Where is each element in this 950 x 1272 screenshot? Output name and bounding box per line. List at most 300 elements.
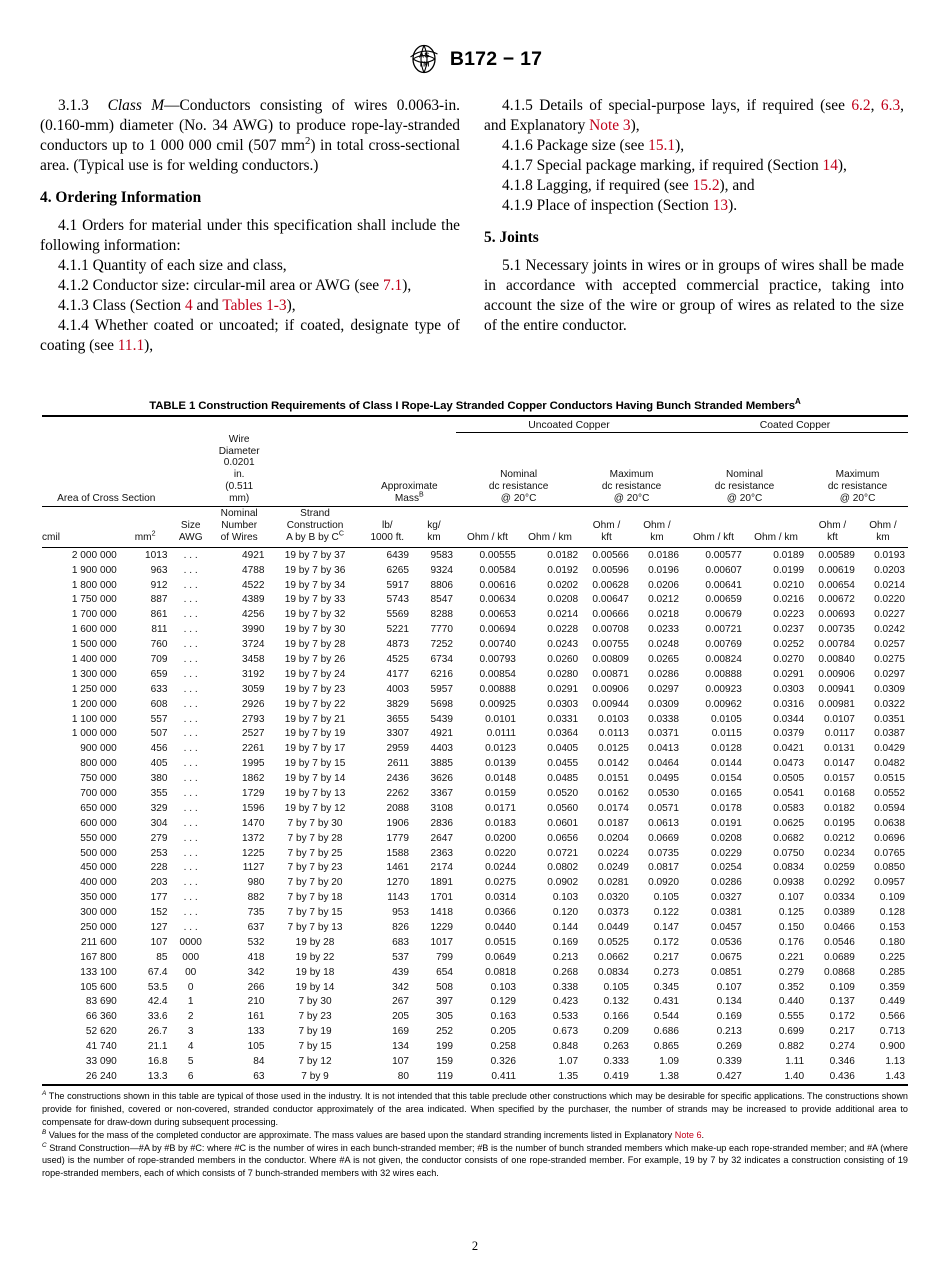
cell-size_awg: . . . bbox=[183, 624, 198, 636]
cell-unc_nom_kft: 0.0101 bbox=[485, 713, 516, 725]
cell-unc_max_km: 0.0218 bbox=[648, 609, 679, 621]
header-coat-max-line-2: @ 20°C bbox=[839, 493, 876, 505]
xref-15-2[interactable]: 15.2 bbox=[692, 177, 720, 195]
cell-strand_construction: 19 by 7 by 13 bbox=[284, 787, 346, 799]
cell-coat_nom_kft: 0.0208 bbox=[711, 832, 742, 844]
header-coat-nom-line-2: @ 20°C bbox=[726, 493, 763, 505]
cell-mm2: 507 bbox=[150, 728, 168, 740]
superscript-2: 2 bbox=[304, 134, 311, 147]
table-row bbox=[42, 682, 908, 697]
table-row bbox=[42, 712, 908, 727]
cell-coat_max_km: 0.225 bbox=[879, 951, 905, 963]
cell-kg_per_km: 6734 bbox=[430, 653, 453, 665]
table-1-title bbox=[42, 397, 908, 413]
header-size-awg bbox=[170, 507, 210, 548]
header-strand-line-1: Construction bbox=[286, 520, 344, 532]
cell-kg_per_km: 8288 bbox=[430, 609, 453, 621]
cell-kg_per_km: 3626 bbox=[430, 773, 453, 785]
paragraph-4-1-3-mid: and bbox=[192, 297, 223, 315]
cell-mm2: 152 bbox=[150, 907, 168, 919]
cell-unc_nom_kft: 0.326 bbox=[490, 1056, 516, 1067]
cell-kg_per_km: 5698 bbox=[430, 698, 453, 710]
table-row bbox=[42, 875, 908, 890]
cell-coat_max_kft: 0.0117 bbox=[824, 728, 855, 740]
cell-unc_max_kft: 0.0373 bbox=[598, 907, 629, 919]
cell-unc_nom_kft: 0.0123 bbox=[485, 743, 516, 755]
cell-coat_nom_km: 0.0291 bbox=[773, 668, 805, 680]
cell-coat_max_km: 0.0696 bbox=[874, 832, 905, 844]
cell-unc_max_km: 0.0212 bbox=[648, 594, 679, 606]
header-unc-max-line-0: Maximum bbox=[609, 469, 654, 481]
cell-coat_nom_kft: 0.134 bbox=[716, 996, 742, 1008]
cell-coat_nom_kft: 0.0254 bbox=[711, 862, 742, 874]
cell-mm2: 67.4 bbox=[147, 966, 168, 978]
header-kg-line-1: km bbox=[427, 531, 441, 543]
header-unc-nom-line-2: @ 20°C bbox=[500, 493, 537, 505]
cell-kg_per_km: 2174 bbox=[430, 862, 453, 874]
cell-unc_max_kft: 0.0224 bbox=[598, 847, 629, 859]
cell-unc_max_km: 0.0464 bbox=[648, 758, 679, 770]
cell-lb_per_1000ft: 3307 bbox=[386, 728, 409, 740]
cell-unc_nom_km: 0.0303 bbox=[547, 698, 579, 710]
paragraph-4-1-8-tail: ), and bbox=[719, 177, 755, 195]
cell-coat_max_kft: 0.217 bbox=[829, 1026, 855, 1038]
xref-15-1[interactable]: 15.1 bbox=[648, 137, 676, 155]
cell-mm2: 329 bbox=[150, 802, 168, 814]
cell-unc_max_km: 0.0297 bbox=[648, 683, 679, 695]
cell-unc_max_km: 0.686 bbox=[653, 1026, 679, 1038]
cell-mm2: 557 bbox=[150, 713, 168, 725]
cell-unc_nom_km: 0.0291 bbox=[547, 683, 579, 695]
cell-nominal_number_of_wires: 84 bbox=[253, 1056, 265, 1067]
cell-strand_construction: 19 by 28 bbox=[295, 936, 335, 948]
cell-coat_nom_kft: 0.0115 bbox=[711, 728, 742, 740]
cell-unc_nom_kft: 0.00925 bbox=[479, 698, 516, 710]
cell-mm2: 42.4 bbox=[147, 996, 168, 1008]
cell-lb_per_1000ft: 2436 bbox=[386, 773, 409, 785]
cell-unc_max_kft: 0.00708 bbox=[592, 624, 629, 636]
cell-cmil: 400 000 bbox=[80, 877, 117, 889]
cell-unc_nom_km: 0.0560 bbox=[547, 802, 579, 814]
cell-unc_nom_km: 0.338 bbox=[552, 981, 579, 993]
cell-unc_nom_km: 0.213 bbox=[552, 951, 579, 963]
cell-size_awg: 0 bbox=[187, 981, 194, 993]
cell-kg_per_km: 2363 bbox=[430, 847, 453, 859]
table-row bbox=[42, 741, 908, 756]
header-coat-max-line-0: Maximum bbox=[835, 469, 880, 481]
cell-size_awg: . . . bbox=[183, 773, 198, 785]
header-coat-max-ohm-km bbox=[858, 507, 908, 548]
header-unc-max-ohm-kft bbox=[581, 507, 632, 548]
header-awg: AWG bbox=[178, 531, 203, 543]
cell-unc_max_kft: 0.105 bbox=[603, 981, 629, 993]
cell-coat_max_km: 0.0227 bbox=[874, 609, 905, 621]
cell-lb_per_1000ft: 6439 bbox=[386, 549, 409, 561]
term-class-m: Class M bbox=[107, 97, 165, 114]
footnote-c bbox=[42, 1142, 908, 1181]
table-row bbox=[42, 593, 908, 608]
cell-unc_nom_kft: 0.0111 bbox=[486, 728, 516, 740]
table-row bbox=[42, 667, 908, 682]
cell-unc_max_km: 0.0309 bbox=[648, 698, 679, 710]
cell-unc_max_km: 0.0735 bbox=[648, 847, 679, 859]
cell-coat_max_km: 0.0322 bbox=[874, 698, 905, 710]
group-header-coated-copper: Coated Copper bbox=[682, 416, 908, 433]
cell-coat_nom_kft: 0.00721 bbox=[705, 624, 742, 636]
xref-note-6[interactable]: Note 6 bbox=[674, 1129, 702, 1140]
cell-coat_nom_kft: 0.0381 bbox=[711, 907, 742, 919]
cell-coat_nom_kft: 0.169 bbox=[716, 1011, 742, 1023]
cell-mm2: 608 bbox=[150, 698, 168, 710]
cell-lb_per_1000ft: 4177 bbox=[386, 668, 409, 680]
cell-lb_per_1000ft: 1143 bbox=[387, 892, 409, 904]
cell-size_awg: 0000 bbox=[179, 936, 202, 948]
cell-kg_per_km: 4921 bbox=[430, 728, 453, 740]
cell-lb_per_1000ft: 1588 bbox=[386, 847, 409, 859]
cell-nominal_number_of_wires: 3192 bbox=[241, 668, 265, 680]
cell-kg_per_km: 508 bbox=[436, 981, 453, 993]
footnote-b-text: Values for the mass of the completed conductor are approximate. The mass values are based upon the standard stranding increments listed in Explanatory bbox=[46, 1129, 675, 1140]
cell-unc_max_kft: 0.00596 bbox=[592, 564, 629, 576]
cell-cmil: 250 000 bbox=[80, 921, 117, 933]
cell-coat_nom_km: 0.0625 bbox=[773, 817, 805, 829]
cell-nominal_number_of_wires: 1127 bbox=[242, 862, 265, 874]
cell-lb_per_1000ft: 4873 bbox=[386, 639, 409, 651]
cell-nominal_number_of_wires: 210 bbox=[247, 996, 265, 1008]
cell-nominal_number_of_wires: 4389 bbox=[241, 594, 265, 606]
header-coat-max-ohm: Ohm / bbox=[818, 520, 847, 532]
cell-mm2: 405 bbox=[150, 758, 168, 770]
cell-cmil: 1 700 000 bbox=[71, 609, 117, 621]
xref-7-1[interactable]: 7.1 bbox=[382, 277, 403, 295]
xref-tables-1-3[interactable]: Tables 1-3 bbox=[222, 297, 287, 315]
table-row bbox=[42, 1009, 908, 1024]
cell-unc_max_kft: 0.0449 bbox=[598, 921, 629, 933]
cell-unc_nom_km: 0.144 bbox=[552, 921, 579, 933]
cell-cmil: 1 200 000 bbox=[71, 698, 117, 710]
cell-lb_per_1000ft: 2088 bbox=[386, 802, 409, 814]
cell-unc_max_kft: 0.166 bbox=[603, 1011, 629, 1023]
header-wire-diameter-line-3: in. bbox=[233, 469, 245, 481]
cell-unc_nom_km: 0.423 bbox=[552, 996, 579, 1008]
cell-strand_construction: 19 by 7 by 24 bbox=[284, 668, 346, 680]
cell-cmil: 1 900 000 bbox=[71, 564, 117, 576]
svg-text:AS: AS bbox=[418, 50, 430, 60]
cell-strand_construction: 7 by 15 bbox=[298, 1041, 332, 1053]
cell-unc_nom_km: 0.0208 bbox=[547, 594, 579, 606]
cell-kg_per_km: 1017 bbox=[430, 936, 453, 948]
cell-coat_nom_kft: 0.213 bbox=[716, 1026, 742, 1038]
cell-nominal_number_of_wires: 105 bbox=[247, 1041, 265, 1053]
cell-unc_nom_km: 0.0656 bbox=[547, 832, 579, 844]
cell-unc_max_kft: 0.0174 bbox=[598, 802, 629, 814]
xref-note-3[interactable]: Note 3 bbox=[589, 117, 631, 135]
cell-unc_max_km: 0.0338 bbox=[648, 713, 679, 725]
table-1-title-footnote-mark: A bbox=[795, 397, 801, 407]
cell-unc_max_kft: 0.00647 bbox=[592, 594, 629, 606]
cell-unc_max_kft: 0.0281 bbox=[598, 877, 629, 889]
cell-coat_max_km: 0.0638 bbox=[874, 817, 905, 829]
cell-cmil: 167 800 bbox=[80, 951, 117, 963]
cell-nominal_number_of_wires: 4522 bbox=[241, 579, 265, 591]
cell-mm2: 1013 bbox=[145, 549, 168, 561]
cell-size_awg: 5 bbox=[187, 1056, 194, 1067]
header-unc-max-line-2: @ 20°C bbox=[613, 493, 650, 505]
cell-unc_max_km: 0.0186 bbox=[648, 549, 679, 561]
cell-cmil: 52 620 bbox=[85, 1026, 117, 1038]
cell-coat_nom_km: 0.555 bbox=[778, 1011, 805, 1023]
header-approximate-mass-word: Mass bbox=[394, 493, 419, 505]
cell-unc_nom_kft: 0.129 bbox=[490, 996, 516, 1008]
cell-coat_nom_kft: 0.00962 bbox=[705, 698, 742, 710]
cell-unc_nom_km: 0.533 bbox=[552, 1011, 579, 1023]
header-unc-max-line-1: dc resistance bbox=[601, 481, 662, 493]
cell-lb_per_1000ft: 6265 bbox=[386, 564, 409, 576]
cell-cmil: 1 800 000 bbox=[71, 579, 117, 591]
cell-unc_max_km: 0.0920 bbox=[648, 877, 679, 889]
cell-unc_max_kft: 0.0151 bbox=[598, 773, 629, 785]
cell-unc_max_km: 0.0571 bbox=[648, 802, 679, 814]
header-unc-max-ohm: Ohm / bbox=[592, 520, 621, 532]
cell-nominal_number_of_wires: 3059 bbox=[241, 683, 265, 695]
cell-coat_max_km: 0.0297 bbox=[874, 668, 905, 680]
cell-coat_nom_kft: 0.107 bbox=[716, 981, 742, 993]
cell-unc_max_kft: 0.00628 bbox=[592, 579, 629, 591]
cell-kg_per_km: 8547 bbox=[430, 594, 453, 606]
cell-unc_nom_kft: 0.0244 bbox=[485, 862, 516, 874]
cell-strand_construction: 7 by 9 bbox=[301, 1070, 329, 1082]
cell-coat_max_kft: 0.274 bbox=[829, 1041, 855, 1053]
paragraph-4-1-5 bbox=[484, 96, 904, 136]
table-footnotes bbox=[0, 1086, 950, 1180]
cell-size_awg: 2 bbox=[187, 1011, 194, 1023]
cell-coat_nom_km: 0.0583 bbox=[773, 802, 805, 814]
cell-coat_max_kft: 0.0389 bbox=[824, 907, 855, 919]
cell-strand_construction: 7 by 30 bbox=[298, 996, 332, 1008]
page-number: 2 bbox=[471, 1239, 479, 1253]
cell-nominal_number_of_wires: 1995 bbox=[241, 758, 265, 770]
cell-coat_nom_kft: 0.00824 bbox=[705, 653, 742, 665]
table-row bbox=[42, 846, 908, 861]
cell-unc_nom_kft: 0.00616 bbox=[479, 579, 516, 591]
header-nnw-line-1: Number bbox=[221, 520, 258, 532]
cell-nominal_number_of_wires: 2527 bbox=[241, 728, 265, 740]
paragraph-5-1: 5.1 Necessary joints in wires or in groups of wires shall be made in accordance with accepted commercial practice, taking into account the size of the wire or group of wires as related to the size of the entire conductor. bbox=[484, 257, 904, 335]
header-approximate-mass-line-1 bbox=[366, 493, 453, 505]
cell-kg_per_km: 3108 bbox=[430, 802, 453, 814]
cell-size_awg: . . . bbox=[183, 921, 198, 933]
cell-size_awg: . . . bbox=[183, 832, 198, 844]
cell-coat_nom_km: 1.11 bbox=[785, 1056, 805, 1067]
cell-kg_per_km: 199 bbox=[436, 1041, 453, 1053]
cell-cmil: 1 100 000 bbox=[71, 713, 117, 725]
cell-cmil: 900 000 bbox=[80, 743, 117, 755]
cell-coat_max_km: 0.0257 bbox=[874, 639, 905, 651]
cell-unc_nom_kft: 0.0818 bbox=[485, 966, 516, 978]
cell-mm2: 26.7 bbox=[147, 1026, 168, 1038]
cell-coat_max_kft: 0.0546 bbox=[824, 936, 855, 948]
cell-unc_nom_kft: 0.0440 bbox=[485, 921, 516, 933]
cell-unc_max_km: 0.544 bbox=[653, 1011, 679, 1023]
xref-section-13[interactable]: 13 bbox=[712, 197, 729, 215]
header-coat-max-km: km bbox=[876, 531, 890, 543]
cell-cmil: 105 600 bbox=[80, 981, 117, 993]
cell-strand_construction: 19 by 14 bbox=[295, 981, 335, 993]
cell-strand_construction: 19 by 7 by 21 bbox=[284, 713, 346, 725]
cell-unc_nom_kft: 0.00793 bbox=[479, 653, 516, 665]
cell-coat_max_kft: 0.0292 bbox=[824, 877, 855, 889]
cell-unc_max_km: 0.0206 bbox=[648, 579, 679, 591]
cell-coat_max_kft: 0.0868 bbox=[824, 966, 855, 978]
cell-coat_max_km: 0.566 bbox=[879, 1011, 905, 1023]
table-row bbox=[42, 890, 908, 905]
cell-lb_per_1000ft: 5917 bbox=[386, 579, 409, 591]
header-coat-nom-line-0: Nominal bbox=[726, 469, 764, 481]
header-wire-diameter-line-1: Diameter bbox=[218, 445, 260, 457]
cell-size_awg: . . . bbox=[183, 907, 198, 919]
header-kg-line-0: kg/ bbox=[427, 520, 441, 532]
paragraph-4-1-9 bbox=[484, 196, 904, 216]
header-cmil: cmil bbox=[42, 531, 60, 543]
cell-unc_nom_km: 0.0405 bbox=[547, 743, 579, 755]
header-nnw-line-0: Nominal bbox=[220, 508, 258, 520]
cell-mm2: 633 bbox=[150, 683, 168, 695]
header-mm2-text: mm bbox=[134, 531, 152, 543]
paragraph-4-1-1: 4.1.1 Quantity of each size and class, bbox=[58, 257, 287, 275]
astm-logo-icon bbox=[408, 44, 440, 74]
cell-strand_construction: 19 by 7 by 33 bbox=[284, 594, 346, 606]
cell-coat_nom_km: 0.0199 bbox=[773, 564, 805, 576]
cell-unc_max_km: 0.0265 bbox=[648, 653, 679, 665]
cell-strand_construction: 7 by 7 by 13 bbox=[287, 921, 343, 933]
table-header-row-units bbox=[42, 507, 908, 548]
cell-coat_nom_km: 0.221 bbox=[778, 951, 805, 963]
cell-coat_max_kft: 0.0466 bbox=[824, 921, 855, 933]
cell-coat_max_km: 0.109 bbox=[879, 892, 905, 904]
cell-cmil: 2 000 000 bbox=[71, 549, 117, 561]
header-strand-line-0: Strand bbox=[300, 508, 330, 520]
cell-coat_max_km: 0.713 bbox=[879, 1026, 905, 1038]
cell-coat_nom_kft: 0.00679 bbox=[705, 609, 742, 621]
cell-size_awg: . . . bbox=[183, 564, 198, 576]
cell-unc_nom_kft: 0.0139 bbox=[485, 758, 516, 770]
cell-coat_max_kft: 0.00981 bbox=[818, 698, 855, 710]
cell-mm2: 760 bbox=[150, 639, 168, 651]
cell-mm2: 228 bbox=[150, 862, 168, 874]
table-row bbox=[42, 756, 908, 771]
cell-coat_nom_kft: 0.0327 bbox=[711, 892, 742, 904]
cell-kg_per_km: 9324 bbox=[430, 564, 453, 576]
cell-nominal_number_of_wires: 1225 bbox=[241, 847, 265, 859]
cell-cmil: 83 690 bbox=[85, 996, 117, 1008]
header-coated-maximum-dc bbox=[807, 433, 908, 507]
header-wire-diameter-block bbox=[211, 433, 268, 507]
table-row bbox=[42, 607, 908, 622]
cell-unc_nom_km: 0.848 bbox=[552, 1041, 579, 1053]
cell-unc_max_kft: 0.419 bbox=[603, 1070, 629, 1082]
paragraph-4-1-4-tail: ), bbox=[144, 337, 154, 355]
cell-coat_nom_km: 0.279 bbox=[778, 966, 805, 978]
cell-kg_per_km: 5957 bbox=[430, 683, 453, 695]
footnote-c-mark: C bbox=[42, 1141, 47, 1149]
cell-lb_per_1000ft: 5221 bbox=[386, 624, 409, 636]
cell-cmil: 33 090 bbox=[85, 1056, 117, 1067]
cell-coat_nom_kft: 0.0191 bbox=[711, 817, 742, 829]
cell-unc_max_km: 0.0233 bbox=[648, 624, 679, 636]
xref-section-4[interactable]: 4 bbox=[184, 297, 193, 315]
cell-strand_construction: 19 by 7 by 34 bbox=[284, 579, 346, 591]
cell-size_awg: . . . bbox=[183, 817, 198, 829]
xref-section-14[interactable]: 14 bbox=[822, 157, 838, 175]
header-coat-max-kft: kft bbox=[827, 531, 838, 543]
cell-unc_nom_kft: 0.0314 bbox=[485, 892, 516, 904]
paragraph-4-1-2 bbox=[40, 276, 460, 296]
cell-unc_nom_kft: 0.258 bbox=[490, 1041, 516, 1053]
cell-nominal_number_of_wires: 4256 bbox=[241, 609, 265, 621]
cell-coat_max_km: 0.0515 bbox=[874, 773, 905, 785]
table-row bbox=[42, 771, 908, 786]
cell-coat_max_kft: 0.0334 bbox=[824, 892, 855, 904]
cell-unc_nom_kft: 0.00555 bbox=[479, 549, 516, 561]
cell-size_awg: 3 bbox=[187, 1026, 194, 1038]
cell-size_awg: . . . bbox=[183, 653, 198, 665]
xref-6-3[interactable]: 6.3 bbox=[880, 97, 901, 114]
paragraph-4-1-5-tail: ), bbox=[630, 117, 640, 135]
paragraph-4-1-8-text: 4.1.8 Lagging, if required (see bbox=[502, 177, 693, 195]
table-row bbox=[42, 920, 908, 935]
paragraph-4-1-5-text: 4.1.5 Details of special-purpose lays, if required (see bbox=[502, 97, 852, 114]
cell-coat_max_kft: 0.346 bbox=[829, 1056, 855, 1067]
cell-unc_nom_km: 0.169 bbox=[552, 936, 579, 948]
paragraph-4-1-9-text: 4.1.9 Place of inspection (Section bbox=[502, 197, 713, 215]
cell-coat_max_kft: 0.00906 bbox=[818, 668, 855, 680]
cell-coat_max_km: 0.128 bbox=[879, 907, 905, 919]
cell-size_awg: . . . bbox=[183, 594, 198, 606]
cell-lb_per_1000ft: 1461 bbox=[386, 862, 409, 874]
cell-mm2: 887 bbox=[150, 594, 168, 606]
cell-nominal_number_of_wires: 637 bbox=[247, 921, 265, 933]
cell-strand_construction: 19 by 7 by 30 bbox=[284, 624, 346, 636]
xref-6-2[interactable]: 6.2 bbox=[851, 97, 871, 114]
left-column bbox=[40, 96, 460, 356]
header-uncoated-nominal-dc bbox=[456, 433, 581, 507]
cell-kg_per_km: 3885 bbox=[430, 758, 453, 770]
cell-cmil: 300 000 bbox=[80, 907, 117, 919]
paragraph-4-1-3 bbox=[40, 296, 460, 316]
table-row bbox=[42, 831, 908, 846]
header-nominal-number-of-wires bbox=[211, 507, 268, 548]
cell-coat_max_km: 0.0242 bbox=[874, 624, 905, 636]
cell-unc_nom_km: 1.35 bbox=[558, 1070, 579, 1082]
xref-11-1[interactable]: 11.1 bbox=[117, 337, 145, 355]
cell-kg_per_km: 654 bbox=[436, 966, 453, 978]
cell-lb_per_1000ft: 4003 bbox=[386, 683, 409, 695]
cell-coat_nom_km: 0.0505 bbox=[773, 773, 805, 785]
cell-lb_per_1000ft: 953 bbox=[392, 907, 409, 919]
table-row bbox=[42, 950, 908, 965]
cell-nominal_number_of_wires: 4921 bbox=[241, 549, 265, 561]
cell-coat_max_kft: 0.0182 bbox=[824, 802, 855, 814]
header-unc-max-ohm-km bbox=[632, 507, 682, 548]
cell-strand_construction: 19 by 22 bbox=[295, 951, 335, 963]
cell-coat_nom_kft: 0.0165 bbox=[711, 787, 742, 799]
cell-lb_per_1000ft: 267 bbox=[392, 996, 409, 1008]
cell-coat_max_kft: 0.00589 bbox=[818, 549, 855, 561]
cell-unc_nom_km: 0.0260 bbox=[547, 653, 579, 665]
cell-cmil: 1 250 000 bbox=[71, 683, 117, 695]
cell-unc_nom_kft: 0.0200 bbox=[485, 832, 516, 844]
header-coated-nominal-dc bbox=[682, 433, 807, 507]
